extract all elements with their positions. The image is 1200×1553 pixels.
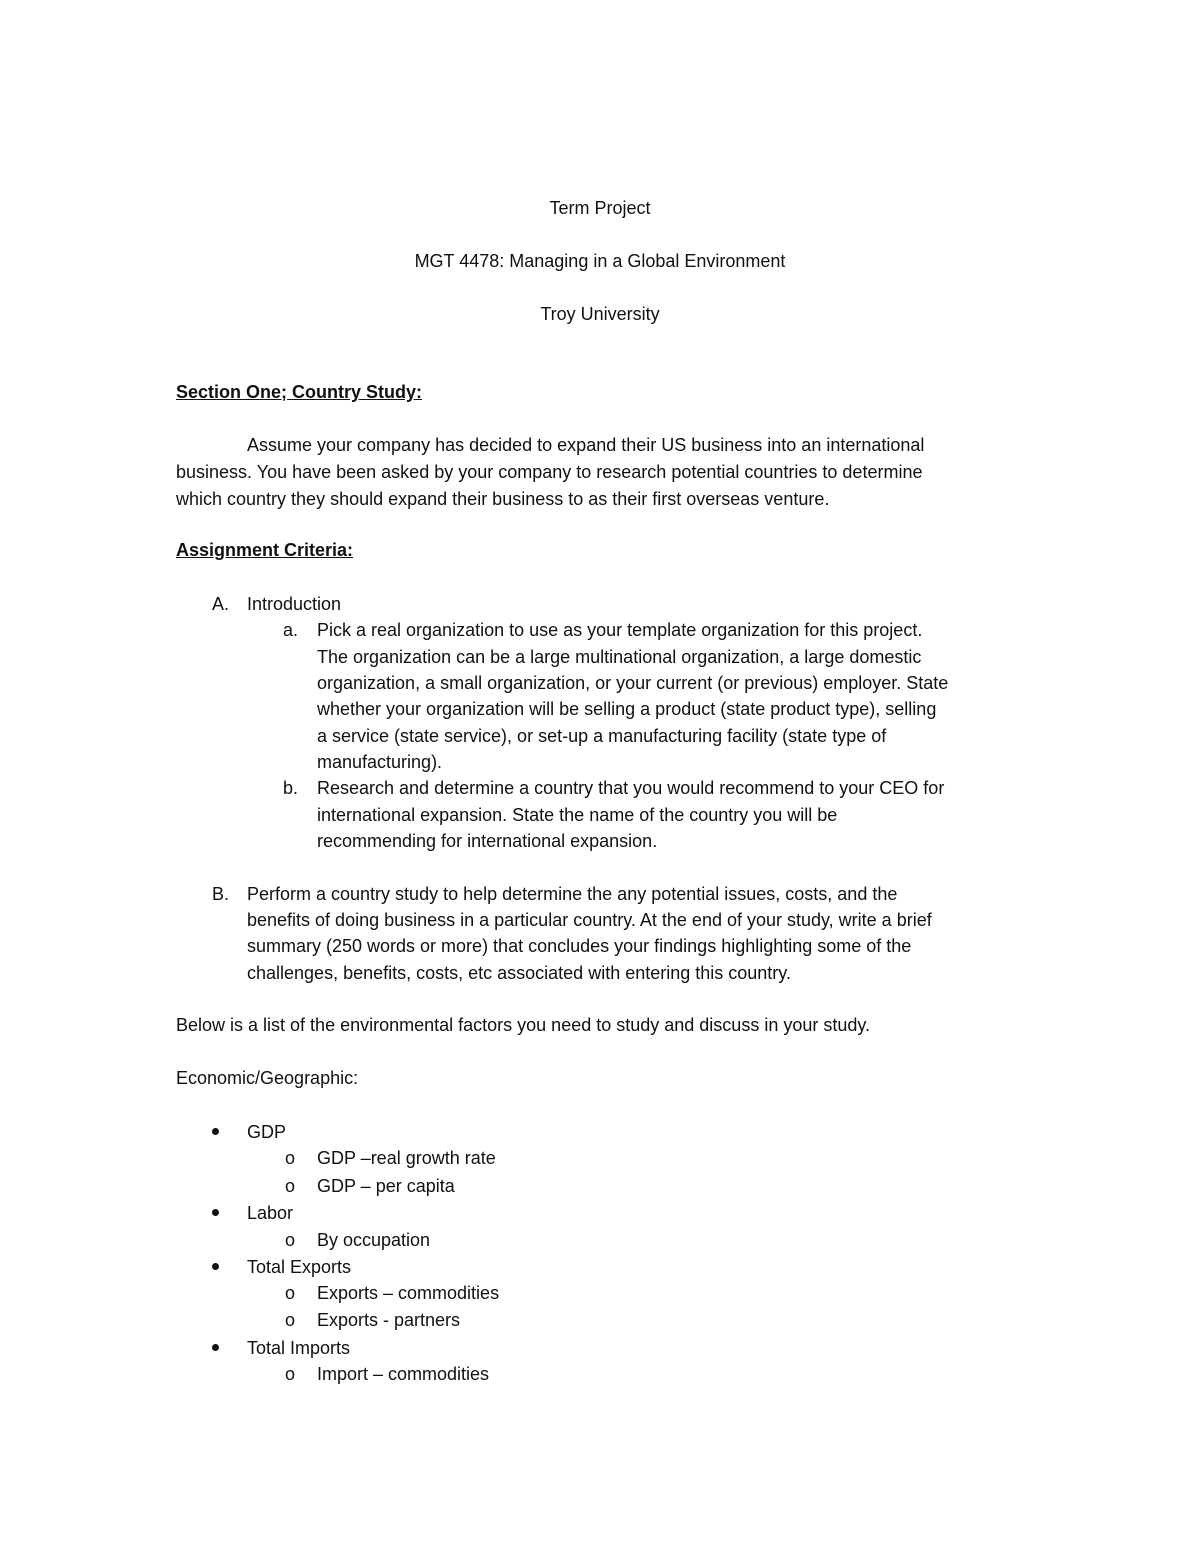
- factor-sub-item: Import – commodities: [317, 1364, 490, 1384]
- sub-b-line: Research and determine a country that you would recommend to your CEO for: [317, 778, 945, 798]
- sub-b-line: international expansion. State the name of the country you will be: [317, 805, 838, 825]
- factor-sub-item: GDP –real growth rate: [317, 1148, 496, 1168]
- criteria-heading: Assignment Criteria:: [176, 540, 354, 560]
- factor-sub-item: Exports – commodities: [317, 1283, 500, 1303]
- item-a-label: Introduction: [247, 594, 342, 614]
- sub-bullet-icon: o: [285, 1148, 296, 1168]
- list-marker-a: A.: [212, 594, 230, 614]
- item-b-line: Perform a country study to help determine the any potential issues, costs, and the: [247, 884, 898, 904]
- sub-a-line: whether your organization will be selling a product (state product type), selling: [317, 699, 937, 719]
- sub-bullet-icon: o: [285, 1283, 296, 1303]
- bullet-icon: [212, 1128, 219, 1135]
- factors-category: Economic/Geographic:: [176, 1068, 359, 1088]
- section-one-paragraph-line: which country they should expand their business to as their first overseas venture.: [176, 489, 830, 509]
- factor-gdp: GDP: [247, 1122, 287, 1142]
- bullet-icon: [212, 1209, 219, 1216]
- factor-sub-item: By occupation: [317, 1230, 431, 1250]
- section-one-paragraph-line: Assume your company has decided to expand their US business into an international: [247, 435, 925, 455]
- sub-a-line: The organization can be a large multinational organization, a large domestic: [317, 647, 922, 667]
- section-one-heading: Section One; Country Study:: [176, 382, 423, 402]
- factor-sub-item: GDP – per capita: [317, 1176, 455, 1196]
- sub-bullet-icon: o: [285, 1230, 296, 1250]
- sub-bullet-icon: o: [285, 1310, 296, 1330]
- sub-marker-a: a.: [283, 620, 299, 640]
- document-title: Term Project: [549, 198, 651, 218]
- section-one-paragraph-line: business. You have been asked by your company to research potential countries to determine: [176, 462, 923, 482]
- sub-marker-b: b.: [283, 778, 299, 798]
- sub-a-line: a service (state service), or set-up a manufacturing facility (state type of: [317, 726, 887, 746]
- factor-exports: Total Exports: [247, 1257, 352, 1277]
- bullet-icon: [212, 1263, 219, 1270]
- item-b-line: summary (250 words or more) that concludes your findings highlighting some of the: [247, 936, 912, 956]
- factor-imports: Total Imports: [247, 1338, 351, 1358]
- factor-labor: Labor: [247, 1203, 294, 1223]
- sub-b-line: recommending for international expansion.: [317, 831, 658, 851]
- course-name: MGT 4478: Managing in a Global Environment: [414, 251, 786, 271]
- factor-sub-item: Exports - partners: [317, 1310, 461, 1330]
- university-name: Troy University: [540, 304, 660, 324]
- sub-a-line: organization, a small organization, or your current (or previous) employer. State: [317, 673, 949, 693]
- item-b-line: benefits of doing business in a particular country. At the end of your study, write a brief: [247, 910, 932, 930]
- factors-intro: Below is a list of the environmental factors you need to study and discuss in your study.: [176, 1015, 871, 1035]
- sub-bullet-icon: o: [285, 1364, 296, 1384]
- bullet-icon: [212, 1344, 219, 1351]
- sub-a-line: Pick a real organization to use as your template organization for this project.: [317, 620, 923, 640]
- sub-a-line: manufacturing).: [317, 752, 443, 772]
- item-b-line: challenges, benefits, costs, etc associated with entering this country.: [247, 963, 791, 983]
- sub-bullet-icon: o: [285, 1176, 296, 1196]
- list-marker-b: B.: [212, 884, 230, 904]
